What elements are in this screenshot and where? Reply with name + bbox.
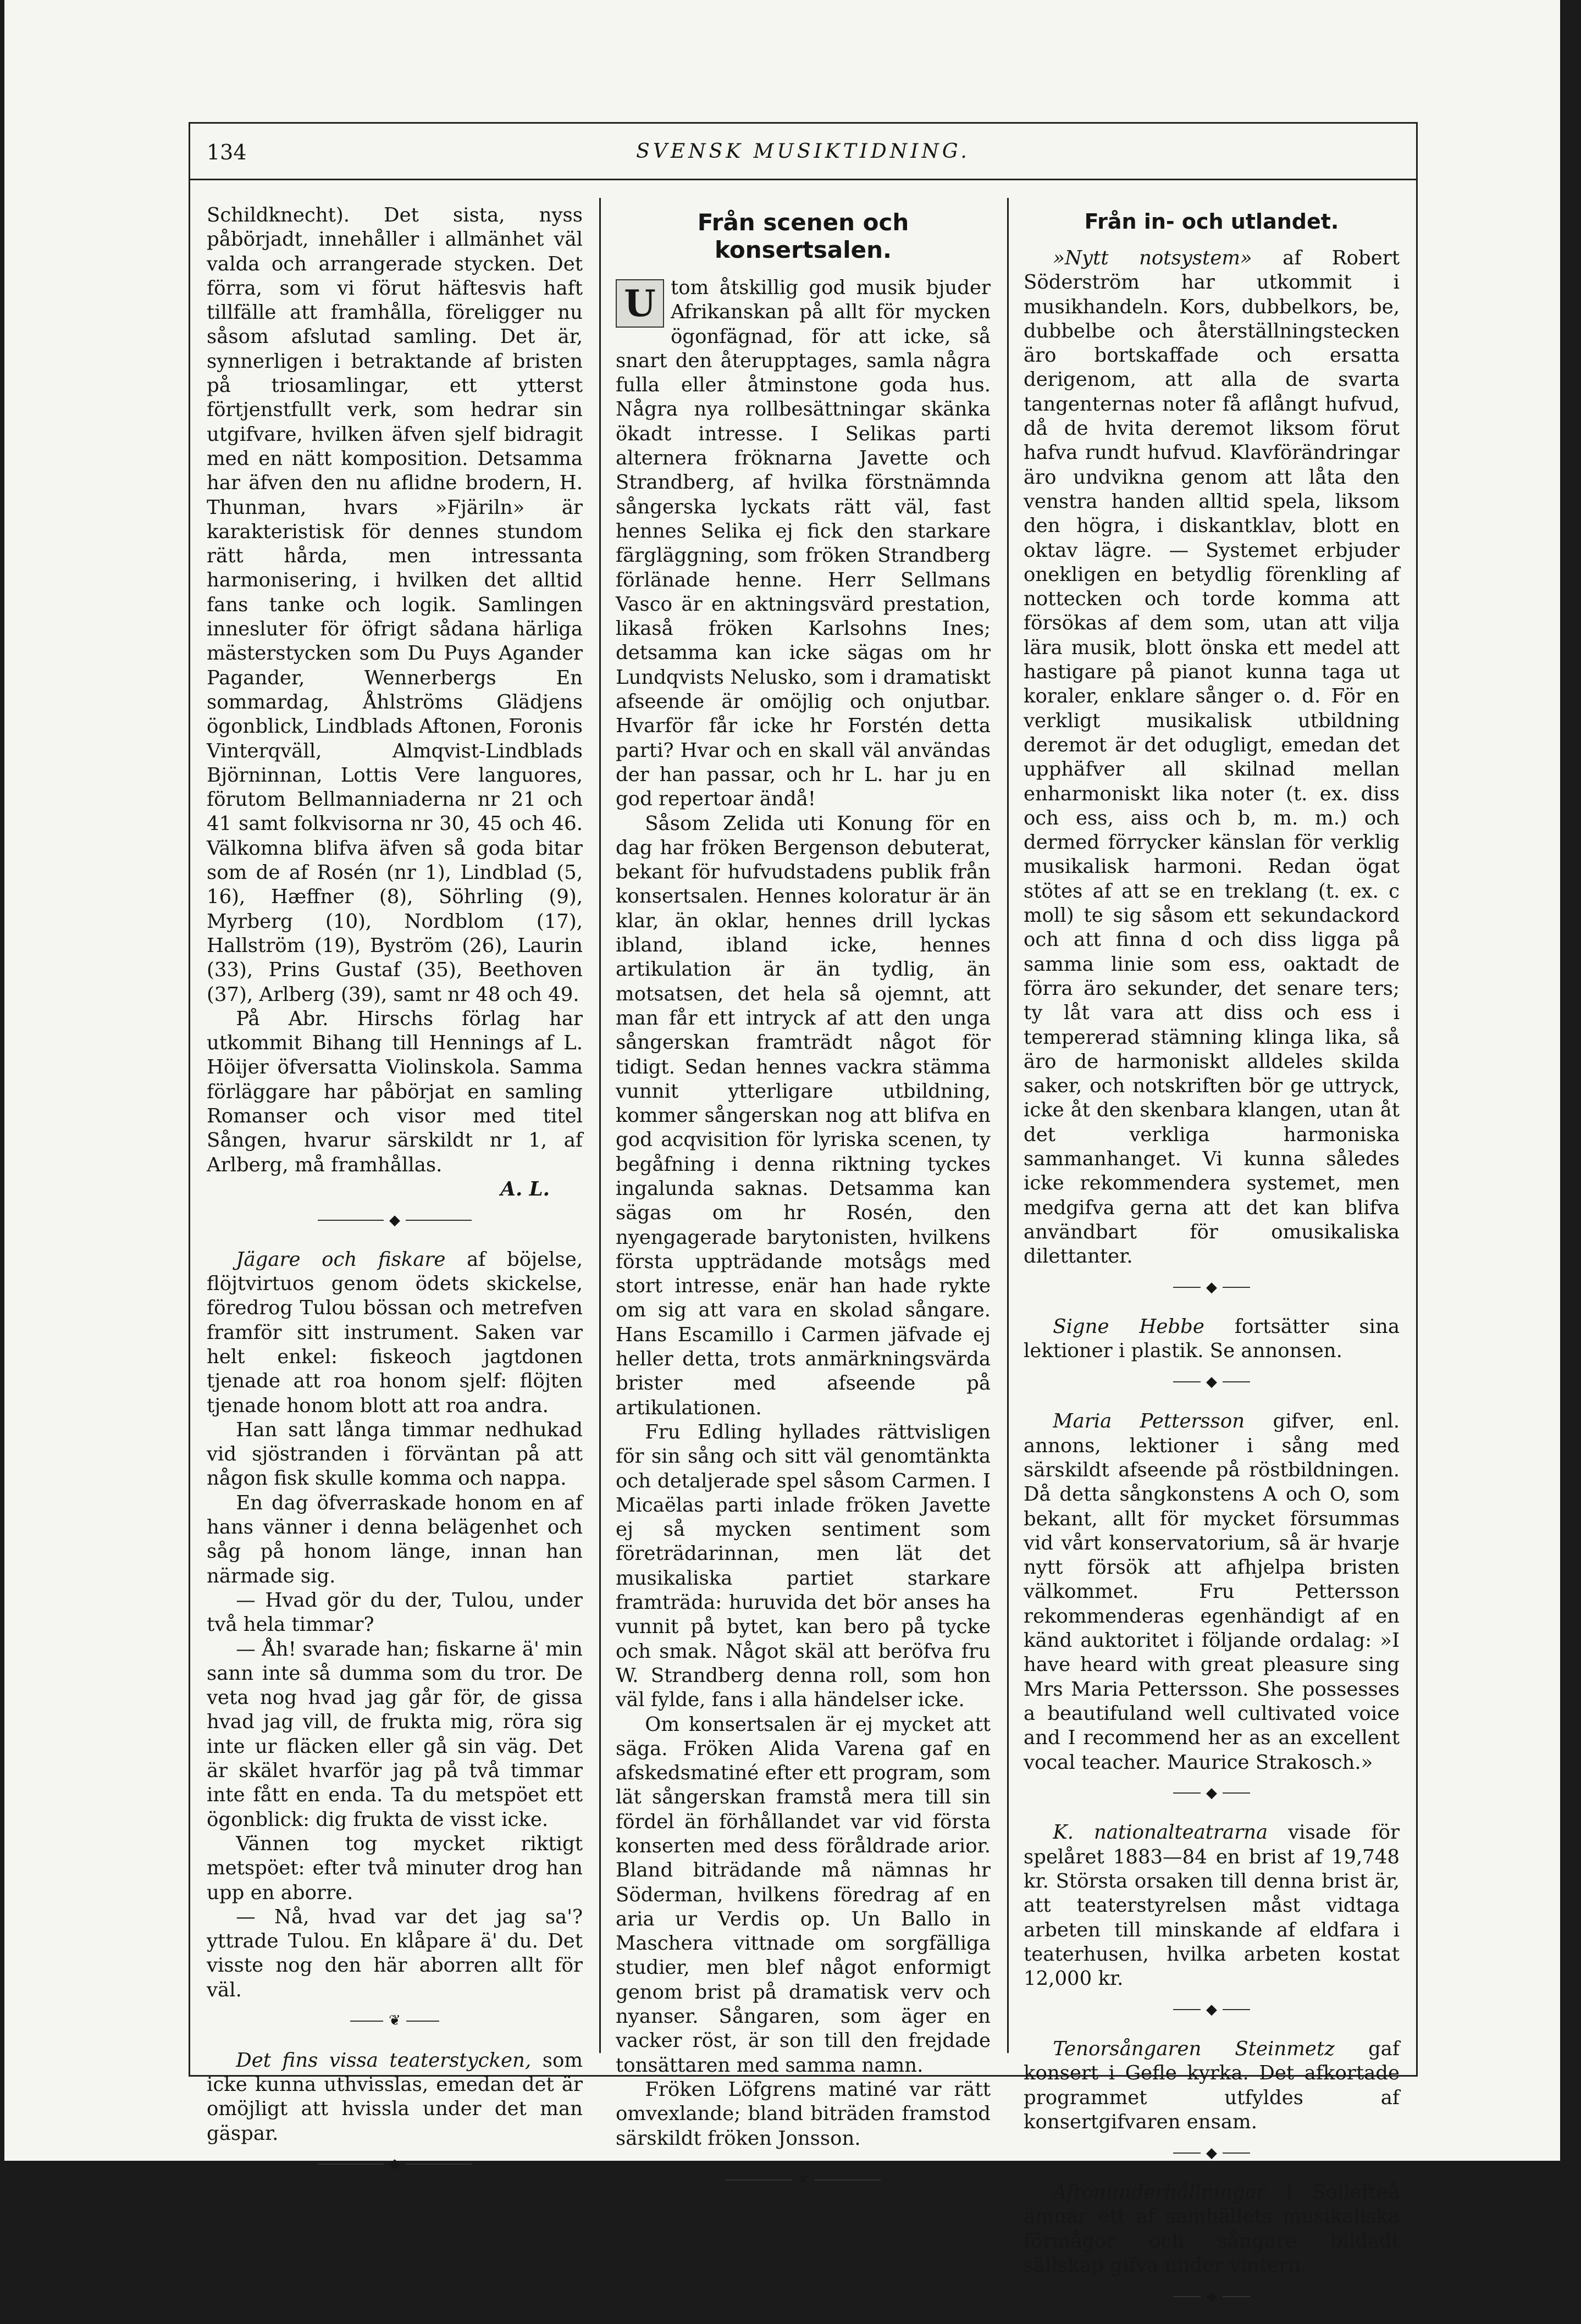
paragraph: Schildknecht). Det sista, nyss påbörjadt, innehåller i allmänhet väl valda och arrangerade stycken. Det förra, som vi förut häftesvis haft tillfälle att framhålla, föreligger nu såsom afslutad samling. Det är, synnerligen i betraktande af bristen på triosamlingar, ett ytterst förtjenstfullt verk, som hedrar sin utgifvare, hvilken äfven sjelf bidragit med en nätt komposition. Detsamma har äfven den nu aflidne brodern, H. Thunman, hvars »Fjäriln» är karakteristisk för dennes stundom rätt hårda, men intressanta harmonisering, i hvilken det alltid fans tanke och logik. Samlingen innesluter för öfrigt sådana härliga mästerstycken som Du Puys Agander Pagander, Wennerbergs En sommardag, Åhlströms Glädjens ögonblick, Lindblads Aftonen, Foronis Vinterqväll, Almqvist-Lindblads Björninnan, Lottis Vere languores, förutom Bellmanniaderna nr 21 och 41 samt folkvisorna nr 30, 45 och 46. Välkomna blifva äfven så goda bitar som de af Rosén (nr 1), Lindblad (5, 16), Hæffner (8), Söhrling (9), Myrberg (10), Nordblom (17), Hallström (19), Byström (26), Laurin (33), Prins Gustaf (35), Beethoven (37), Arlberg (39), samt nr 48 och 49. — [207, 204, 583, 1006]
story-title: Jägare och fiskare — [236, 1248, 446, 1271]
end-ornament: ✕ — [616, 2167, 991, 2193]
news-title: Tenorsångaren Steinmetz — [1053, 2038, 1335, 2061]
paragraph — [207, 2049, 583, 2146]
header-rule — [190, 179, 1416, 180]
ornament-divider: ◆ — [207, 2151, 583, 2177]
news-title: Signe Hebbe — [1053, 1315, 1204, 1338]
story-paragraph: — Nå, hvad var det jag sa'? yttrade Tulou. En klåpare ä' du. Det visste nog den här aborren allt för väl. — [207, 1905, 583, 2001]
page-frame — [189, 122, 1418, 2305]
news-text: i Sollefteå ämnar ett af samhällets musikaliska förmågor och sångare bildadt sällskap gifva under vintern. — [1024, 2181, 1400, 2277]
news-item — [1024, 1821, 1400, 1991]
running-title: SVENSK MUSIKTIDNING. — [636, 140, 970, 163]
ornament-divider: ◆ — [1024, 1780, 1400, 1806]
paragraph: Såsom Zelida uti Konung för en dag har fröken Bergenson debuterat, bekant för hufvudstadens publik från konsertsalen. Hennes koloratur är än klar, än oklar, hennes drill lyckas ibland, ibland icke, hennes artikulation är än tydlig, än motsatsen, det hela så ojemnt, att man får ett intryck af att den unga sångerskan framträdt något för tidigt. Sedan hennes vackra stämma vunnit ytterligare utbildning, kommer sångerskan nog att blifva en god acqvisition för lyriska scenen, ty begåfning i denna riktning tyckes ingalunda saknas. Detsamma kan sägas om hr Rosén, den nyengagerade barytonisten, hvilkens första uppträdande motsågs med stort intresse, enär han hade rykte om sig att vara en skolad sångare. Hans Escamillo i Carmen jäfvade ej heller detta, trots anmärkningsvärda brister med afseende på artikulationen. — [616, 812, 991, 1419]
paragraph — [616, 276, 991, 812]
page-number: 134 — [207, 140, 247, 164]
story-paragraph: En dag öfverraskade honom en af hans vänner i denna belägenhet och såg på honom länge, innan han närmade sig. — [207, 1491, 583, 1587]
ornament-divider: ◆ — [1024, 1997, 1400, 2022]
item-text: som icke kunna uthvisslas, emedan det är omöjligt att hvissla under det man gäspar. — [207, 2049, 583, 2145]
column-2 — [616, 203, 991, 2208]
ornament-divider: ❦ — [207, 2008, 583, 2033]
ornament-divider: ◆ — [1024, 1274, 1400, 1299]
news-item — [1024, 2037, 1400, 2134]
ornament-divider: ◆ — [1024, 2140, 1400, 2165]
news-text: gaf konsert i Gefle kyrka. Det afkortade programmet utfyldes af konsertgifvaren ensam. — [1024, 2038, 1400, 2134]
news-title: K. nationalteatrarna — [1053, 1821, 1268, 1844]
news-title: Maria Pettersson — [1053, 1410, 1245, 1433]
signature: A. L. — [500, 1177, 550, 1200]
news-text: visade för spelåret 1883—84 en brist af 19,748 kr. Största orsaken till denna brist är, att teaterstyrelsen måst vidtaga arbeten till minskande af eldfara i teaterhusen, hvilka arbeten kostat 12,000 kr. — [1024, 1821, 1400, 1990]
drop-cap: U — [616, 279, 664, 328]
news-text: af Robert Söderström har utkommit i musikhandeln. Kors, dubbelkors, be, dubbelbe och återställningstecken äro bortskaffade och ersatta derigenom, att alla de svarta tangenternas noter få aflångt hufvud, då de hvita deremot liksom förut hafva rundt hufvud. Klavförändringar äro undvikna genom att låta den venstra handen alltid spela, liksom den högra, i diskantklav, blott en oktav lägre. — Systemet erbjuder onekligen en betydlig förenkling af nottecken och torde komma att försökas af dem som, utan att vilja lära musik, blott önska ett medel att hastigare på pianot kunna taga ut koraler, enklare sånger o. d. För en verkligt musikalisk utbildning deremot är det odugligt, emedan det upphäfver all skilnad mellan enharmoniskt lika noter (t. ex. diss och ess, aiss och b, m. m.) och dermed förrycker känslan för verklig musikalisk harmoni. Redan ögat stötes af att se en treklang (t. ex. c moll) te sig såsom ett sekundackord och att finna d och diss ligga på samma linie som ess, oaktadt de förra äro sekunder, det senare ters; ty låt vara att diss och ess i tempererad stämning klinga lika, så äro de harmoniskt alldeles skilda saker, och notskriften bör ge uttryck, icke åt den skenbara klangen, utan åt det verkliga harmoniska sammanhanget. Vi kunna således icke rekommendera systemet, men medgifva gerna att det kan blifva användbart för omusikaliska dilettanter. — [1024, 247, 1400, 1268]
section-heading: Från in- och utlandet. — [1084, 209, 1339, 234]
item-title: Det fins vissa teaterstycken, — [236, 2049, 532, 2072]
paragraph: Fröken Löfgrens matiné var rätt omvexlande; bland biträden framstod särskildt fröken Jonsson. — [616, 2078, 991, 2150]
paragraph: Om konsertsalen är ej mycket att säga. Fröken Alida Varena gaf en afskedsmatiné efter ett program, som lät sångerskan framstå mera till sin fördel än förhållandet var vid första konserten med dess föråldrade arior. Bland biträdande må nämnas hr Söderman, hvilkens föredrag af en aria ur Verdis op. Un Ballo in Maschera vittnade om sorgfälliga studier, men blef något enformigt genom brist på dramatisk verv och nyanser. Sångaren, som äger en vacker röst, är son till den frejdade tonsättaren med samma namn. — [616, 1713, 991, 2077]
section-heading: Från scenen och konsertsalen. — [697, 209, 909, 263]
story-paragraph: Vännen tog mycket riktigt metspöet: efter två minuter drog han upp en aborre. — [207, 1832, 583, 1904]
news-item — [1024, 2181, 1400, 2278]
ornament-divider: ◆ — [1024, 1369, 1400, 1395]
paragraph-text: tom åtskillig god musik bjuder Afrikanskan på allt för mycken ögonfägnad, för att icke, så snart den återupptages, samla några fulla eller åtminstone goda hus. Några nya rollbesättningar skänka ökadt intresse. I Selikas parti alternera fröknarna Javette och Strandberg, af hvilka förstnämnda sångerska lyckats rätt väl, fast hennes Selika ej fick den starkare färgläggning, som fröken Strandberg förlänade henne. Herr Sellmans Vasco är en aktningsvärd prestation, likaså fröken Karlsohns Ines; detsamma kan icke sägas om hr Lundqvists Nelusko, som i dramatiskt afseende är omöjlig och onjutbar. Hvarför får icke hr Forstén detta parti? Hvar och en skall väl användas der han passar, och hr L. har ju en god repertoar ändå! — [616, 276, 991, 811]
news-item — [1024, 1409, 1400, 1774]
page-paper — [4, 0, 1560, 2305]
news-item — [1024, 1315, 1400, 1364]
news-text: fortsätter sina lektioner i plastik. Se annonsen. — [1024, 1315, 1400, 1363]
column-1 — [207, 203, 583, 2192]
story-paragraph: — Hvad gör du der, Tulou, under två hela timmar? — [207, 1589, 583, 1636]
news-title: Aftonunderhållningar — [1053, 2181, 1267, 2204]
news-item — [1024, 246, 1400, 1269]
story-paragraph — [207, 1248, 583, 1418]
story-paragraph: Han satt långa timmar nedhukad vid sjöstranden i förväntan på att någon fisk skulle komma och nappa. — [207, 1418, 583, 1490]
column-3 — [1024, 203, 1400, 2324]
story-text: af böjelse, flöjtvirtuos genom ödets skickelse, föredrog Tulou bössan och metrefven framför sitt instrument. Saken var helt enkel: fiskeoch jagtdonen tjenade att roa honom sjelf: flöjten tjenade honom blott att roa andra. — [207, 1248, 583, 1417]
story-paragraph: — Åh! svarade han; fiskarne ä' min sann inte så dumma som du tror. De veta nog hvad jag går för, de gissa hvad jag vill, de frukta mig, röra sig inte ur fläcken eller gå sin väg. Det är skälet hvarför jag på två timmar inte fått en enda. Ta du metspöet ett ögonblick: dig frukta de visst icke. — [207, 1637, 583, 1831]
news-text: gifver, enl. annons, lektioner i sång med särskildt afseende på röstbildningen. Då detta sångkonstens A och O, som bekant, allt för mycket försummas vid vårt konservatorium, så är hvarje nytt försök att afhjelpa bristen välkommet. Fru Pettersson rekommenderas egenhändigt af en känd auktoritet i följande ordalag: »I have heard with great pleasure sing Mrs Maria Pettersson. She possesses a beautifuland well cultivated voice and I recommend her as an excellent vocal teacher. Maurice Strakosch.» — [1024, 1410, 1400, 1774]
column-divider-right — [1007, 198, 1009, 2053]
column-divider-left — [599, 198, 601, 2053]
ornament-divider: ◆ — [207, 1207, 583, 1232]
news-title: »Nytt notsystem» — [1053, 247, 1252, 269]
paragraph: På Abr. Hirschs förlag har utkommit Bihang till Hennings af L. Höijer öfversatta Violinskola. Samma förläggare har påbörjat en samling Romanser och visor med titel Sången, hvarur särskildt nr 1, af Arlberg, må framhållas. — [207, 1007, 583, 1176]
ornament-divider: ◆ — [1024, 2283, 1400, 2309]
paragraph: Fru Edling hyllades rättvisligen för sin sång och sitt väl genomtänkta och detaljerade spel såsom Carmen. I Micaëlas parti inlade fröken Javette ej så mycken sentiment som företrädarinnan, men lät det musikaliska partiet starkare framträda: huruvida det bör anses ha vunnit på bytet, kan bero på tycke och smak. Något skäl att beröfva fru W. Strandberg denna roll, som hon väl fylde, fans i alla händelser icke. — [616, 1420, 991, 1712]
